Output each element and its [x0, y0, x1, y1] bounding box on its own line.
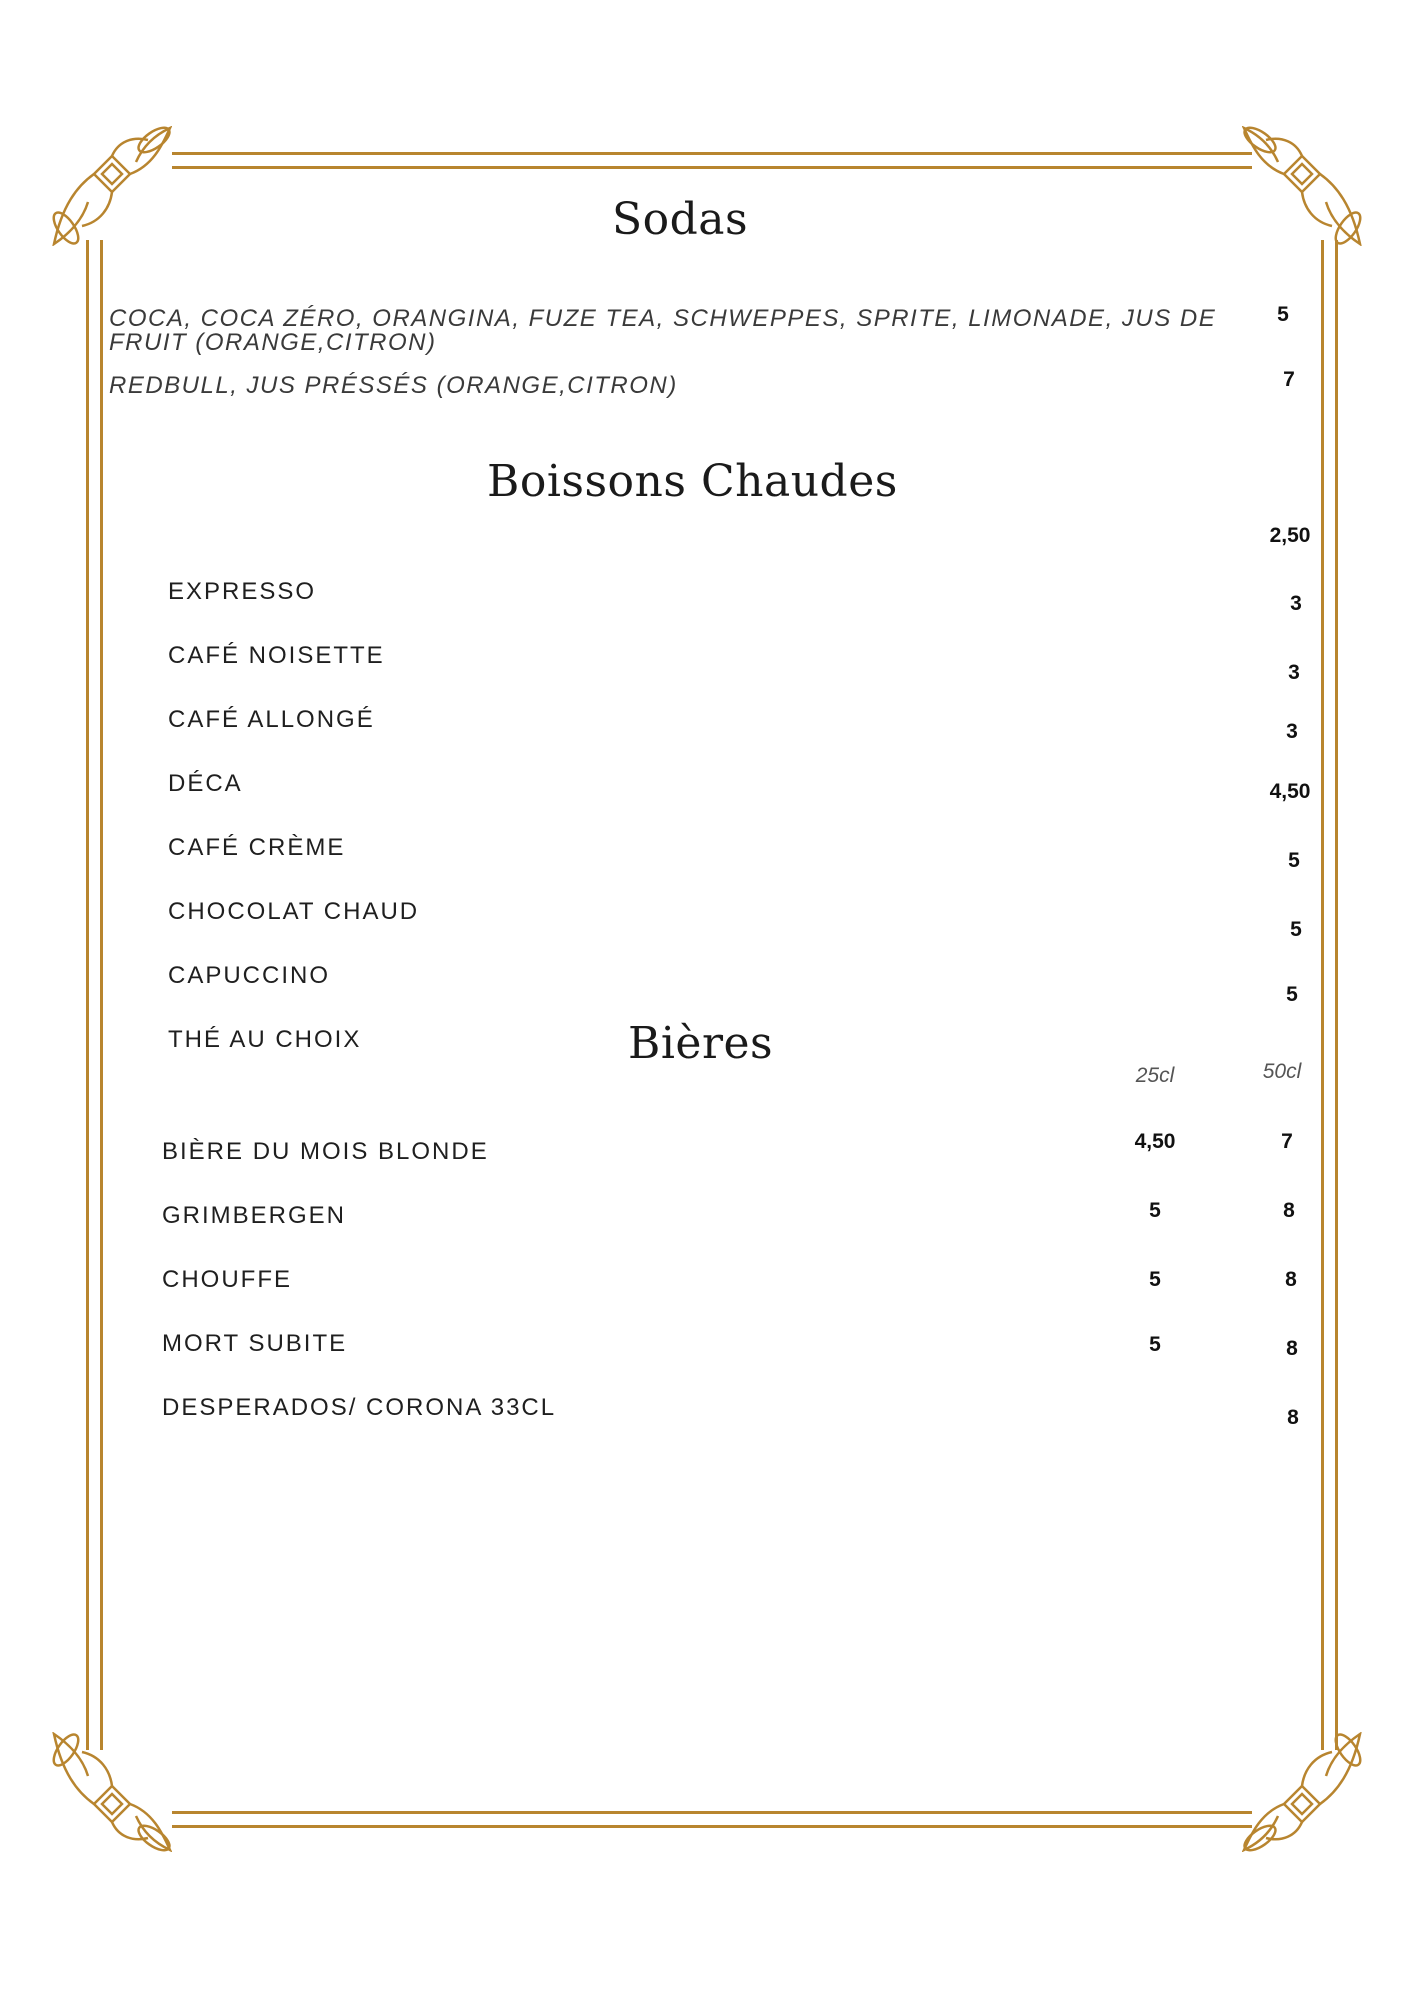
hot-drink-price: 3: [1290, 592, 1302, 615]
beer-name: MORT SUBITE: [162, 1330, 348, 1357]
frame-top-outer: [172, 152, 1252, 155]
beer-price-large: 8: [1287, 1406, 1299, 1429]
sodas-title: Sodas: [612, 194, 749, 245]
hot-drink-price: 5: [1288, 849, 1300, 872]
beer-size-small-label: 25cl: [1135, 1064, 1175, 1087]
hot-drink-name: THÉ AU CHOIX: [168, 1026, 362, 1053]
hot-drink-price: 2,50: [1269, 524, 1311, 547]
hot-drink-price: 5: [1286, 983, 1298, 1006]
hot-drink-price: 4,50: [1269, 780, 1311, 803]
frame-right-outer: [1335, 240, 1338, 1750]
beer-price-small: 5: [1149, 1333, 1161, 1356]
beer-name: DESPERADOS/ CORONA 33CL: [162, 1394, 557, 1421]
soda-item-name: REDBULL, JUS PRÉSSÉS (ORANGE,CITRON): [109, 372, 678, 399]
beer-price-small: 4,50: [1134, 1130, 1176, 1153]
beer-price-small: 5: [1149, 1268, 1161, 1291]
hot-drink-price: 3: [1288, 661, 1300, 684]
hot-drink-name: EXPRESSO: [168, 578, 317, 605]
beer-price-large: 8: [1286, 1337, 1298, 1360]
beers-title: Bières: [628, 1018, 774, 1069]
hot-drink-name: CHOCOLAT CHAUD: [168, 898, 420, 925]
corner-ornament-top-right-icon: [1242, 126, 1362, 246]
soda-item-price: 5: [1277, 303, 1289, 326]
beer-price-large: 8: [1285, 1268, 1297, 1291]
beer-name: BIÈRE DU MOIS BLONDE: [162, 1138, 489, 1165]
hot-drink-name: CAFÉ ALLONGÉ: [168, 706, 375, 733]
beer-name: GRIMBERGEN: [162, 1202, 347, 1229]
frame-left-inner: [100, 240, 103, 1750]
frame-left-outer: [86, 240, 89, 1750]
soda-item-name: COCA, COCA ZÉRO, ORANGINA, FUZE TEA, SCHWEPPES, SPRITE, LIMONADE, JUS DE FRUIT (ORANGE,CITRON): [109, 305, 1217, 356]
corner-ornament-bottom-right-icon: [1242, 1732, 1362, 1852]
frame-top-inner: [172, 166, 1252, 169]
corner-ornament-top-left-icon: [52, 126, 172, 246]
hot-drink-price: 5: [1290, 918, 1302, 941]
corner-ornament-bottom-left-icon: [52, 1732, 172, 1852]
hot-drink-name: DÉCA: [168, 770, 243, 797]
frame-bottom-inner: [172, 1811, 1252, 1814]
beer-size-large-label: 50cl: [1262, 1060, 1302, 1083]
hot-drink-name: CAFÉ CRÈME: [168, 834, 346, 861]
hot-drink-name: CAFÉ NOISETTE: [168, 642, 385, 669]
beer-name: CHOUFFE: [162, 1266, 292, 1293]
hot-drink-price: 3: [1286, 720, 1298, 743]
soda-item-price: 7: [1283, 368, 1295, 391]
frame-bottom-outer: [172, 1825, 1252, 1828]
hot-drink-name: CAPUCCINO: [168, 962, 331, 989]
beer-price-large: 7: [1281, 1130, 1293, 1153]
beer-price-small: 5: [1149, 1199, 1161, 1222]
beer-price-large: 8: [1283, 1199, 1295, 1222]
hot-drinks-title: Boissons Chaudes: [487, 456, 898, 507]
